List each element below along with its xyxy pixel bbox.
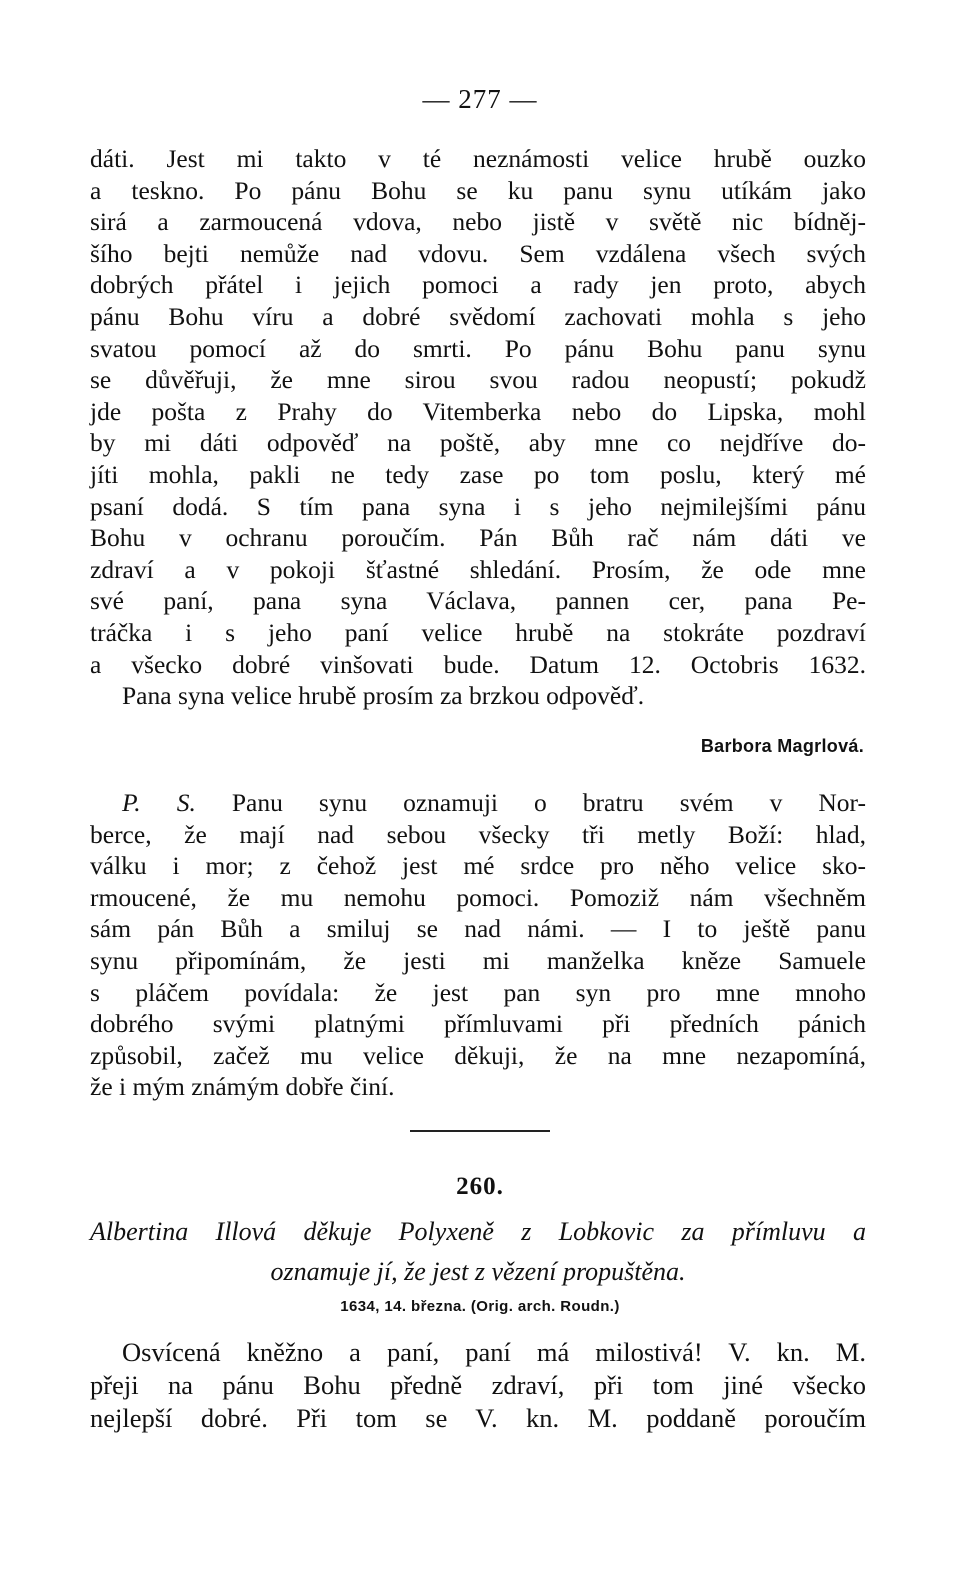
text-line: dobrých přátel i jejich pomoci a rady jen proto, abych	[90, 270, 866, 300]
text-line: Osvícená kněžno a paní, paní má milostivá! V. kn. M.	[122, 1337, 866, 1367]
text-line: se důvěřuji, že mne sirou svou radou neopustí; pokudž	[90, 365, 866, 395]
text-line: psaní dodá. S tím pana syna i s jeho nejmilejšími pánu	[90, 491, 866, 521]
letter-260-body	[90, 1336, 866, 1435]
text-line: šího bejti nemůže nad vdovu. Sem vzdálena všech svých	[90, 238, 866, 268]
text-line: Pana syna velice hrubě prosím za brzkou odpověď.	[122, 681, 645, 711]
postscript	[90, 787, 866, 1103]
heading-line: Albertina Illová děkuje Polyxeně z Lobkovic za přímluvu a	[90, 1217, 866, 1246]
source-note: 1634, 14. března. (Orig. arch. Roudn.)	[340, 1298, 620, 1315]
text-line: a všecko dobré vinšovati bude. Datum 12. Octobris 1632.	[90, 649, 866, 679]
text-line: a teskno. Po pánu Bohu se ku panu synu utíkám jako	[90, 175, 866, 205]
text-line: tráčka i s jeho paní velice hrubě na stokráte pozdraví	[90, 617, 866, 647]
text-line: sám pán Bůh a smiluj se nad námi. — I to ještě panu	[90, 914, 866, 944]
postscript-mark: P. S.	[122, 788, 196, 817]
text-line: způsobil, začež mu velice děkuji, že na mne nezapomíná,	[90, 1040, 866, 1070]
text-line: svatou pomocí až do smrti. Po pánu Bohu panu synu	[90, 333, 866, 363]
text-line: válku i mor; z čehož jest mé srdce pro něho velice sko-	[90, 851, 866, 881]
text-line: zdraví a v pokoji šťastné shledání. Prosím, že ode mne	[90, 554, 866, 584]
postscript-first-line-text: Panu synu oznamuji o bratru svém v Nor-	[231, 788, 866, 817]
text-line: dobrého svými platnými přímluvami při předních pánich	[90, 1009, 866, 1039]
text-line: synu připomínám, že jesti mi manželka kněze Samuele	[90, 945, 866, 975]
letter-body	[90, 143, 866, 712]
text-line: jíti mohla, pakli ne tedy zase po tom poslu, který mé	[90, 459, 866, 489]
text-line: dáti. Jest mi takto v té neznámosti velice hrubě ouzko	[90, 144, 866, 173]
document-number: 260.	[456, 1173, 504, 1200]
text-line: jde pošta z Prahy do Vitemberka nebo do Lipska, mohl	[90, 396, 866, 426]
text-line: své paní, pana syna Václava, pannen cer, pana Pe-	[90, 586, 866, 616]
text-line: Bohu v ochranu poroučím. Pán Bůh rač nám dáti ve	[90, 523, 866, 553]
heading-line: oznamuje jí, že jest z vězení propuštěna.	[270, 1257, 686, 1286]
text-line: sirá a zarmoucená vdova, nebo jistě v světě nic bídněj-	[90, 207, 866, 237]
text-line: přeji na pánu Bohu předně zdraví, při tom jiné všecko	[90, 1370, 866, 1400]
document-heading	[90, 1212, 866, 1292]
text-line: rmoucené, že mu nemohu pomoci. Pomoziž nám všechněm	[90, 882, 866, 912]
text-line: s pláčem povídala: že jest pan syn pro mne mnoho	[90, 977, 866, 1007]
text-line: nejlepší dobré. Při tom se V. kn. M. poddaně poroučím	[90, 1403, 866, 1433]
text-line: pánu Bohu víru a dobré svědomí zachovati mohla s jeho	[90, 301, 866, 331]
text-line: že i mým známým dobře činí.	[90, 1072, 395, 1102]
text-line: berce, že mají nad sebou všecky tři metly Boží: hlad,	[90, 819, 866, 849]
page-number: — 277 —	[422, 84, 538, 114]
signature: Barbora Magrlová.	[700, 736, 864, 756]
text-line: by mi dáti odpověď na poště, aby mne co nejdříve do-	[90, 428, 866, 458]
section-divider	[410, 1130, 550, 1132]
postscript-first-line	[90, 787, 866, 819]
